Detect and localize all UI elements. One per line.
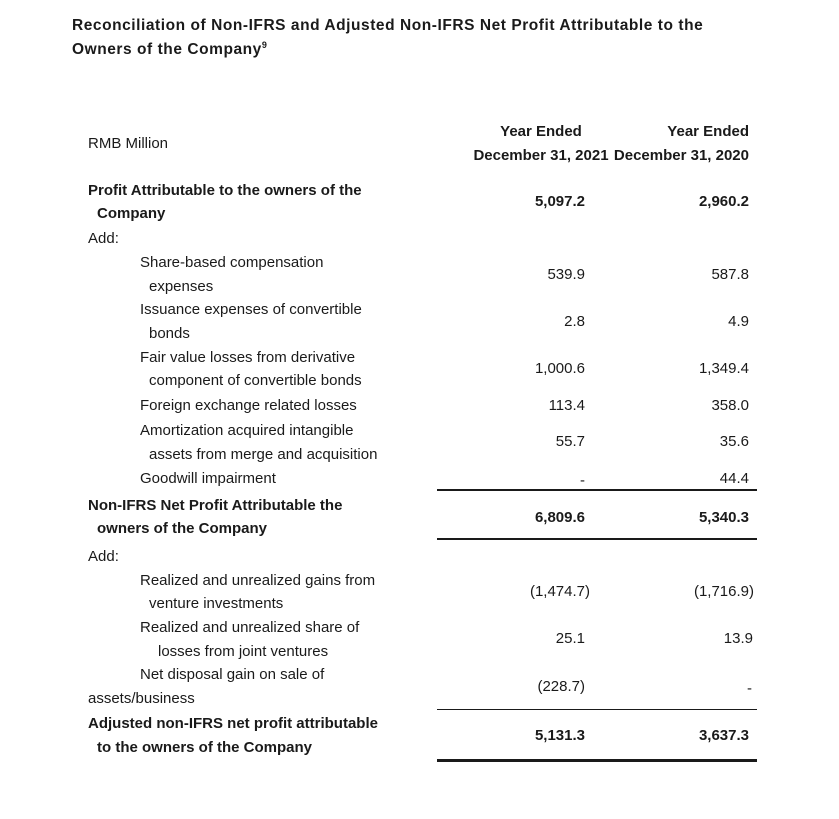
col-2020-header-line2: December 31, 2020 [613, 147, 749, 164]
row-venture-label-1: Realized and unrealized gains from [140, 572, 376, 589]
total-rule-top [437, 709, 757, 710]
row-sbc-label-1: Share-based compensation [140, 254, 324, 271]
row-issuance-label-2: bonds [149, 325, 190, 342]
row-jv-label-1: Realized and unrealized share of [140, 619, 360, 636]
row-jv-2020: 13.9 [723, 630, 753, 647]
row-nonifrs-label-1: Non-IFRS Net Profit Attributable the [88, 497, 343, 514]
row-adjusted-label-1: Adjusted non-IFRS net profit attributable [88, 715, 378, 732]
row-issuance-2020: 4.9 [728, 313, 749, 330]
row-goodwill-2020: 44.4 [719, 470, 749, 487]
row-nonifrs-label-2: owners of the Company [97, 520, 268, 537]
row-profit-2021: 5,097.2 [534, 193, 585, 210]
row-amort-label-1: Amortization acquired intangible [140, 422, 354, 439]
page-title [72, 14, 772, 62]
row-issuance-2021: 2.8 [564, 313, 585, 330]
unit-label: RMB Million [88, 135, 169, 152]
add-label-2: Add: [88, 548, 119, 565]
row-jv-label-2: losses from joint ventures [158, 643, 329, 660]
title-line-2: Owners of the Company$^9$ [72, 39, 268, 58]
row-goodwill-2021: - [580, 472, 585, 489]
title-line-1: Reconciliation of Non-IFRS and Adjusted Non-IFRS Net Profit Attributable to the [72, 17, 704, 34]
footnote-marker: 9 [261, 39, 268, 50]
row-goodwill-label: Goodwill impairment [140, 470, 276, 487]
row-fx-2020: 358.0 [711, 397, 749, 414]
row-fx-label: Foreign exchange related losses [140, 397, 357, 414]
row-fairvalue-label-2: component of convertible bonds [149, 372, 362, 389]
row-amort-label-2: assets from merge and acquisition [149, 446, 378, 463]
row-fairvalue-2021: 1,000.6 [534, 360, 585, 377]
row-sbc-2020: 587.8 [711, 266, 749, 283]
row-disposal-label-2: assets/business [88, 690, 195, 707]
row-amort-2021: 55.7 [555, 433, 585, 450]
row-venture-2020: (1,716.9) [693, 583, 754, 600]
row-nonifrs-2021: 6,809.6 [534, 509, 585, 526]
row-fairvalue-label-1: Fair value losses from derivative [140, 349, 356, 366]
row-adjusted-2021: 5,131.3 [534, 727, 585, 744]
row-disposal-label-1: Net disposal gain on sale of [140, 666, 325, 683]
col-2020-header-line1: Year Ended [667, 123, 749, 140]
row-disposal-2021: (228.7) [537, 678, 585, 695]
col-2021-header-line1: Year Ended [500, 123, 582, 140]
row-profit-label-1: Profit Attributable to the owners of the [88, 182, 362, 199]
row-fairvalue-2020: 1,349.4 [698, 360, 749, 377]
row-venture-2021: (1,474.7) [529, 583, 590, 600]
row-fx-2021: 113.4 [548, 397, 585, 414]
row-sbc-2021: 539.9 [547, 266, 585, 283]
row-amort-2020: 35.6 [719, 433, 749, 450]
row-venture-label-2: venture investments [149, 595, 284, 612]
row-profit-label-2: Company [97, 205, 166, 222]
col-2021-header-line2: December 31, 2021 [473, 147, 609, 164]
row-sbc-label-2: expenses [149, 278, 214, 295]
row-issuance-label-1: Issuance expenses of convertible [140, 301, 362, 318]
subtotal-rule-top [437, 489, 757, 491]
subtotal-rule-bottom [437, 538, 757, 540]
row-jv-2021: 25.1 [555, 630, 585, 647]
row-adjusted-2020: 3,637.3 [698, 727, 749, 744]
row-adjusted-label-2: to the owners of the Company [97, 739, 313, 756]
row-disposal-2020: - [747, 680, 752, 697]
add-label-1: Add: [88, 230, 119, 247]
row-profit-2020: 2,960.2 [698, 193, 749, 210]
row-nonifrs-2020: 5,340.3 [698, 509, 749, 526]
total-rule-bottom [437, 759, 757, 762]
